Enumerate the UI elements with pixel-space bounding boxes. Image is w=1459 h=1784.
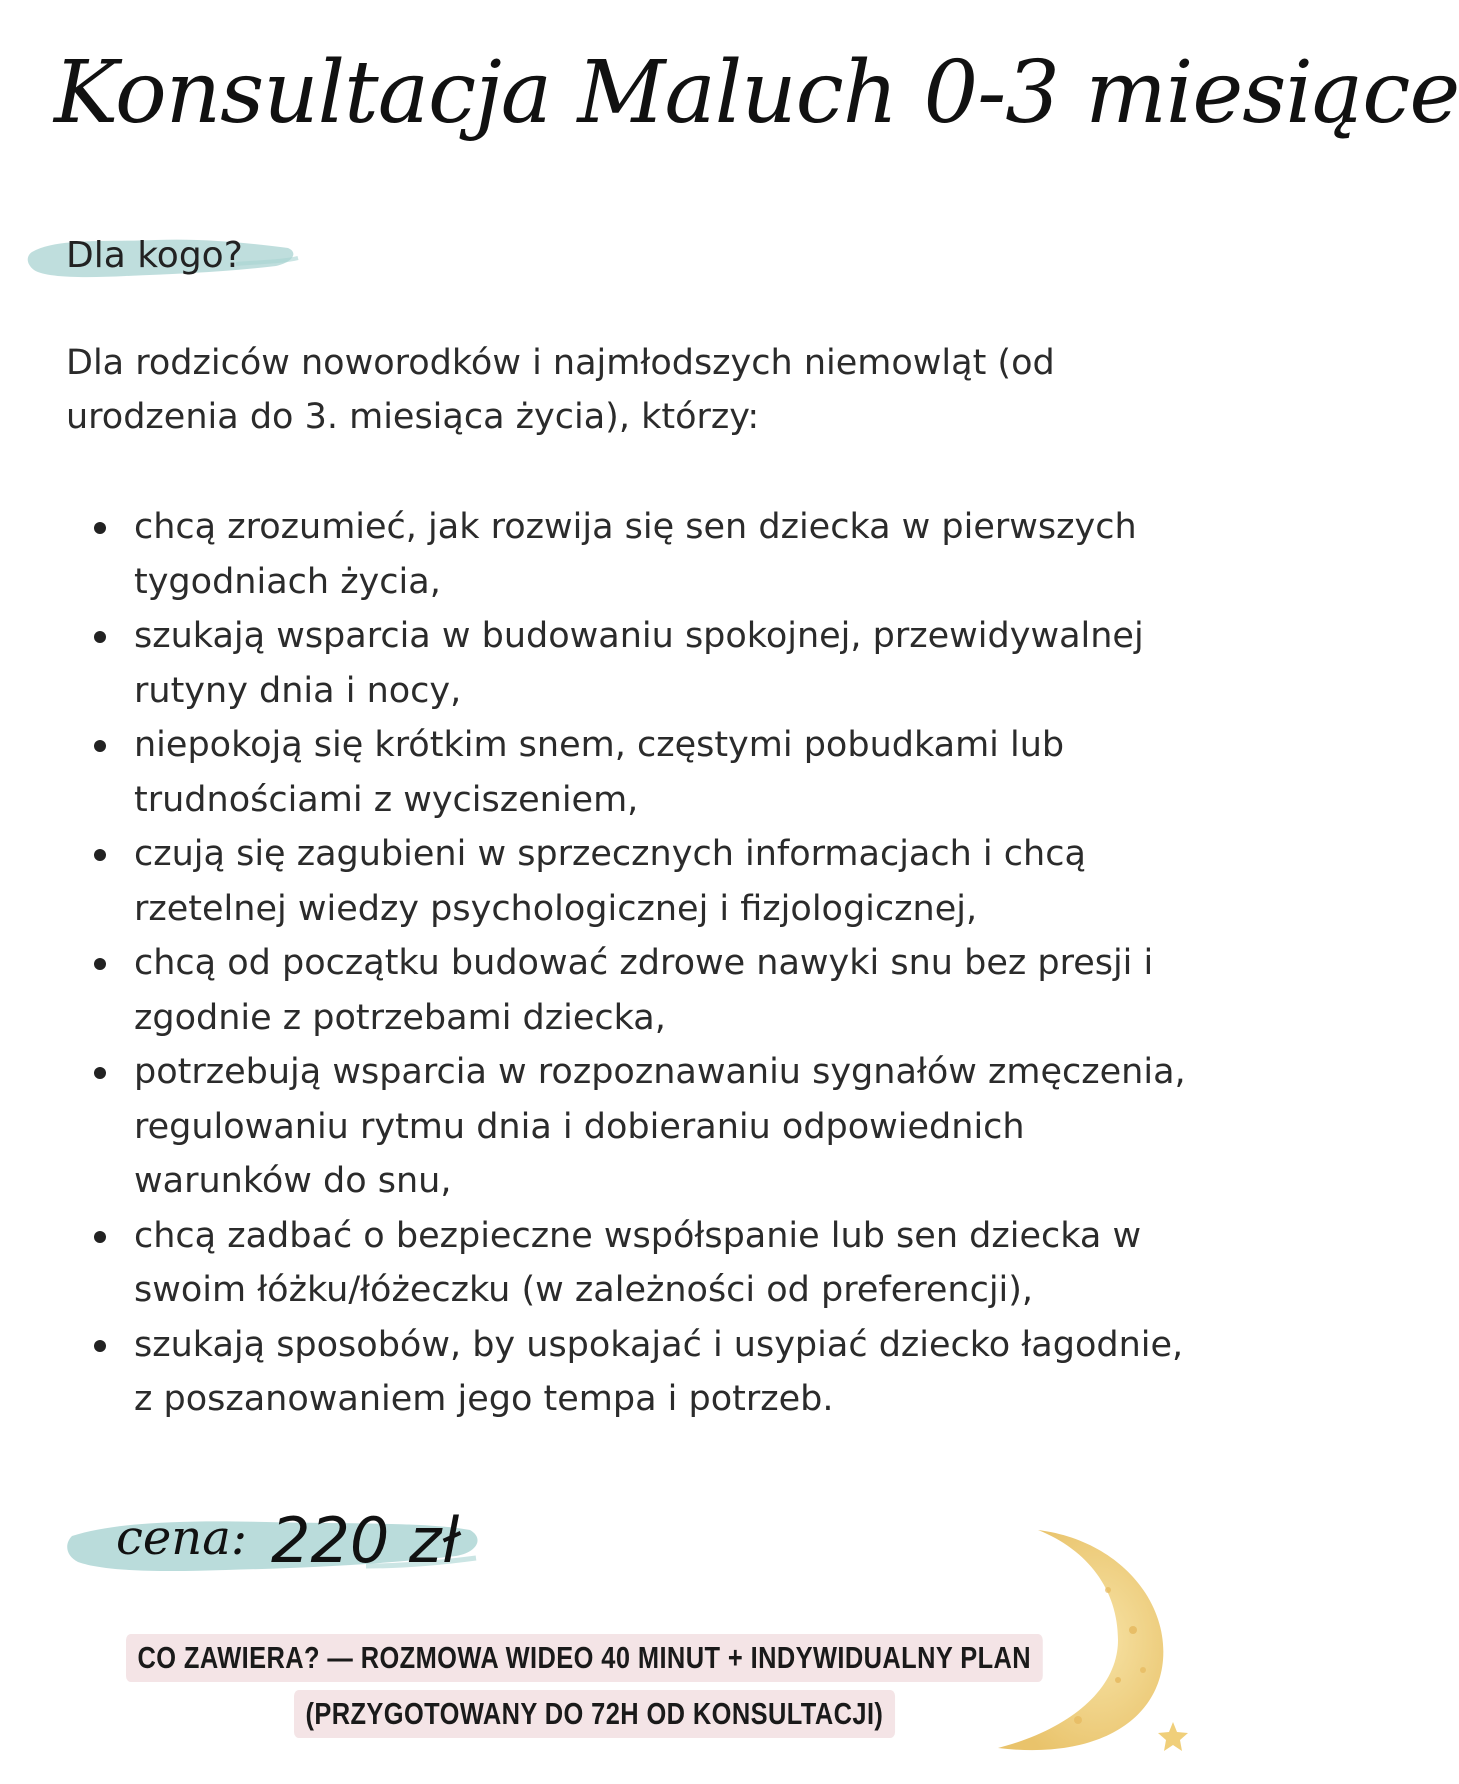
bullet-icon bbox=[94, 631, 106, 643]
list-item bbox=[66, 936, 1206, 1045]
list-item bbox=[66, 609, 1206, 718]
page-title: Konsultacja Maluch 0-3 miesiące bbox=[54, 43, 1459, 143]
section-label: Dla kogo? bbox=[66, 235, 243, 276]
list-item-text: potrzebują wsparcia w rozpoznawaniu sygnałów zmęczenia, regulowaniu rytmu dnia i dobieraniu odpowiednich warunków do snu, bbox=[134, 1052, 1186, 1201]
list-item bbox=[66, 827, 1206, 936]
list-item bbox=[66, 500, 1206, 609]
intro-text: Dla rodziców noworodków i najmłodszych niemowląt (od urodzenia do 3. miesiąca życia), którzy: bbox=[66, 343, 1055, 437]
bullet-icon bbox=[94, 1340, 106, 1352]
section-label-highlight bbox=[26, 228, 302, 288]
list-item-text: chcą zrozumieć, jak rozwija się sen dziecka w pierwszych tygodniach życia, bbox=[134, 507, 1137, 602]
list-item-text: chcą od początku budować zdrowe nawyki snu bez presji i zgodnie z potrzebami dziecka, bbox=[134, 943, 1154, 1038]
bullet-icon bbox=[94, 740, 106, 752]
price-highlight bbox=[66, 1500, 486, 1590]
criteria-list bbox=[66, 500, 1206, 1427]
star-icon bbox=[1158, 1722, 1188, 1751]
list-item bbox=[66, 1318, 1206, 1427]
list-item-text: chcą zadbać o bezpieczne współspanie lub sen dziecka w swoim łóżku/łóżeczku (w zależności od preferencji), bbox=[134, 1215, 1142, 1310]
crescent-moon-icon bbox=[968, 1520, 1198, 1760]
bullet-icon bbox=[94, 1231, 106, 1243]
bullet-icon bbox=[94, 1067, 106, 1079]
list-item-text: szukają sposobów, by uspokajać i usypiać dziecko łagodnie, z poszanowaniem jego tempa i potrzeb. bbox=[134, 1324, 1184, 1419]
list-item-text: czują się zagubieni w sprzecznych informacjach i chcą rzetelnej wiedzy psychologicznej i fizjologicznej, bbox=[134, 834, 1086, 929]
list-item bbox=[66, 1045, 1206, 1209]
contents-line-1: CO ZAWIERA? — ROZMOWA WIDEO 40 MINUT + INDYWIDUALNY PLAN bbox=[126, 1634, 1043, 1682]
bullet-icon bbox=[94, 958, 106, 970]
bullet-icon bbox=[94, 522, 106, 534]
list-item bbox=[66, 718, 1206, 827]
price-label: cena: bbox=[116, 1510, 247, 1566]
price-value: 220 zł bbox=[271, 1504, 460, 1577]
list-item-text: niepokoją się krótkim snem, częstymi pobudkami lub trudnościami z wyciszeniem, bbox=[134, 725, 1065, 820]
list-item-text: szukają wsparcia w budowaniu spokojnej, przewidywalnej rutyny dnia i nocy, bbox=[134, 616, 1144, 711]
list-item bbox=[66, 1209, 1206, 1318]
bullet-icon bbox=[94, 849, 106, 861]
contents-line-2: (PRZYGOTOWANY DO 72H OD KONSULTACJI) bbox=[294, 1690, 895, 1738]
